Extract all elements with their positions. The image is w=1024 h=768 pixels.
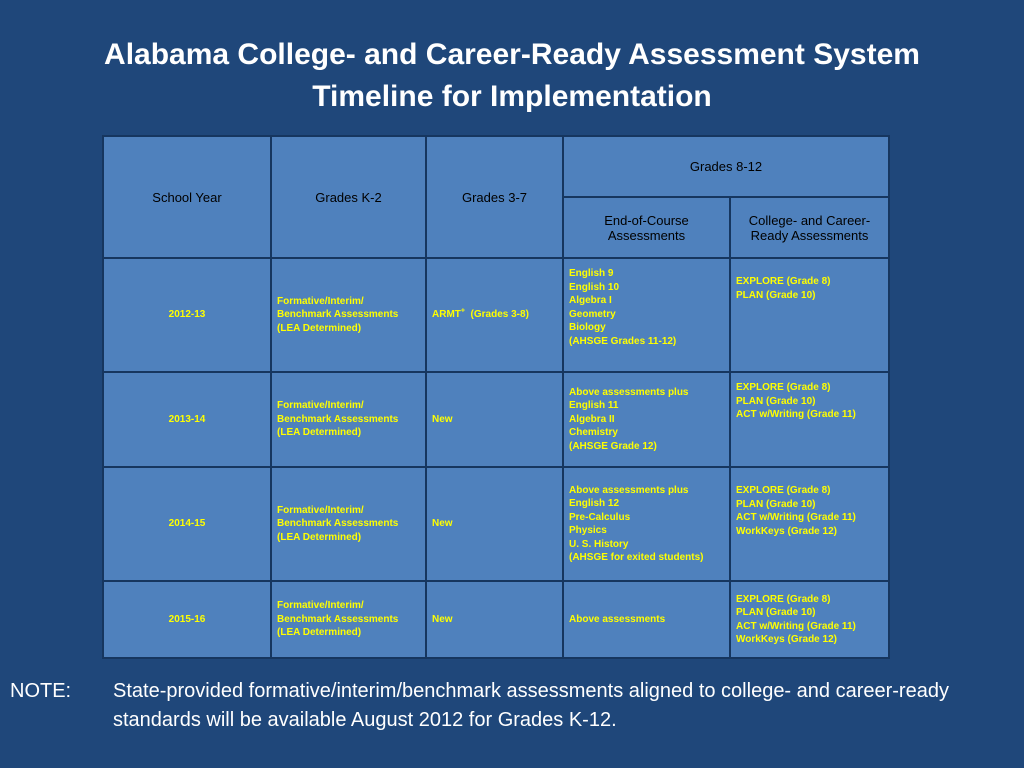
grades-k2-cell: Formative/Interim/ Benchmark Assessments (LEA Determined) <box>271 581 426 658</box>
school-year-cell: 2013-14 <box>103 372 271 467</box>
header-grades-3-7: Grades 3-7 <box>426 136 563 258</box>
grades-3-7-cell: New <box>426 581 563 658</box>
table-header-row <box>103 136 889 197</box>
grades-k2-cell: Formative/Interim/ Benchmark Assessments (LEA Determined) <box>271 258 426 372</box>
college-career-ready-cell: EXPLORE (Grade 8) PLAN (Grade 10) ACT w/Writing (Grade 11) <box>730 372 889 467</box>
grades-3-7-cell: New <box>426 467 563 581</box>
college-career-ready-cell: EXPLORE (Grade 8) PLAN (Grade 10) ACT w/Writing (Grade 11) WorkKeys (Grade 12) <box>730 581 889 658</box>
note-text: State-provided formative/interim/benchmark assessments aligned to college- and career-ready standards will be available August 2012 for Grades K-12. <box>113 680 949 731</box>
end-of-course-cell: Above assessments <box>563 581 730 658</box>
title-line-1: Alabama College- and Career-Ready Assessment System <box>104 38 920 71</box>
school-year-cell: 2015-16 <box>103 581 271 658</box>
header-college-career-ready: College- and Career- Ready Assessments <box>730 197 889 258</box>
table-row <box>103 581 889 658</box>
grades-k2-cell: Formative/Interim/ Benchmark Assessments (LEA Determined) <box>271 467 426 581</box>
header-end-of-course: End-of-Course Assessments <box>563 197 730 258</box>
page-title <box>0 34 1024 118</box>
school-year-cell: 2012-13 <box>103 258 271 372</box>
grades-3-7-cell: New <box>426 372 563 467</box>
table-row <box>103 372 889 467</box>
grades-k2-cell: Formative/Interim/ Benchmark Assessments (LEA Determined) <box>271 372 426 467</box>
header-grades-k2: Grades K-2 <box>271 136 426 258</box>
end-of-course-cell: English 9 English 10 Algebra I Geometry Biology (AHSGE Grades 11-12) <box>563 258 730 372</box>
table-row <box>103 258 889 372</box>
school-year-cell: 2014-15 <box>103 467 271 581</box>
table-row <box>103 467 889 581</box>
implementation-timeline-table <box>102 135 890 659</box>
college-career-ready-cell: EXPLORE (Grade 8) PLAN (Grade 10) ACT w/Writing (Grade 11) WorkKeys (Grade 12) <box>730 467 889 581</box>
header-grades-8-12: Grades 8-12 <box>563 136 889 197</box>
end-of-course-cell: Above assessments plus English 12 Pre-Calculus Physics U. S. History (AHSGE for exited students) <box>563 467 730 581</box>
note-label: NOTE: <box>10 680 72 702</box>
title-line-2: Timeline for Implementation <box>312 80 712 113</box>
grades-3-7-cell: ARMT+ (Grades 3-8) <box>426 258 563 372</box>
header-school-year: School Year <box>103 136 271 258</box>
college-career-ready-cell: EXPLORE (Grade 8) PLAN (Grade 10) <box>730 258 889 372</box>
end-of-course-cell: Above assessments plus English 11 Algebra II Chemistry (AHSGE Grade 12) <box>563 372 730 467</box>
